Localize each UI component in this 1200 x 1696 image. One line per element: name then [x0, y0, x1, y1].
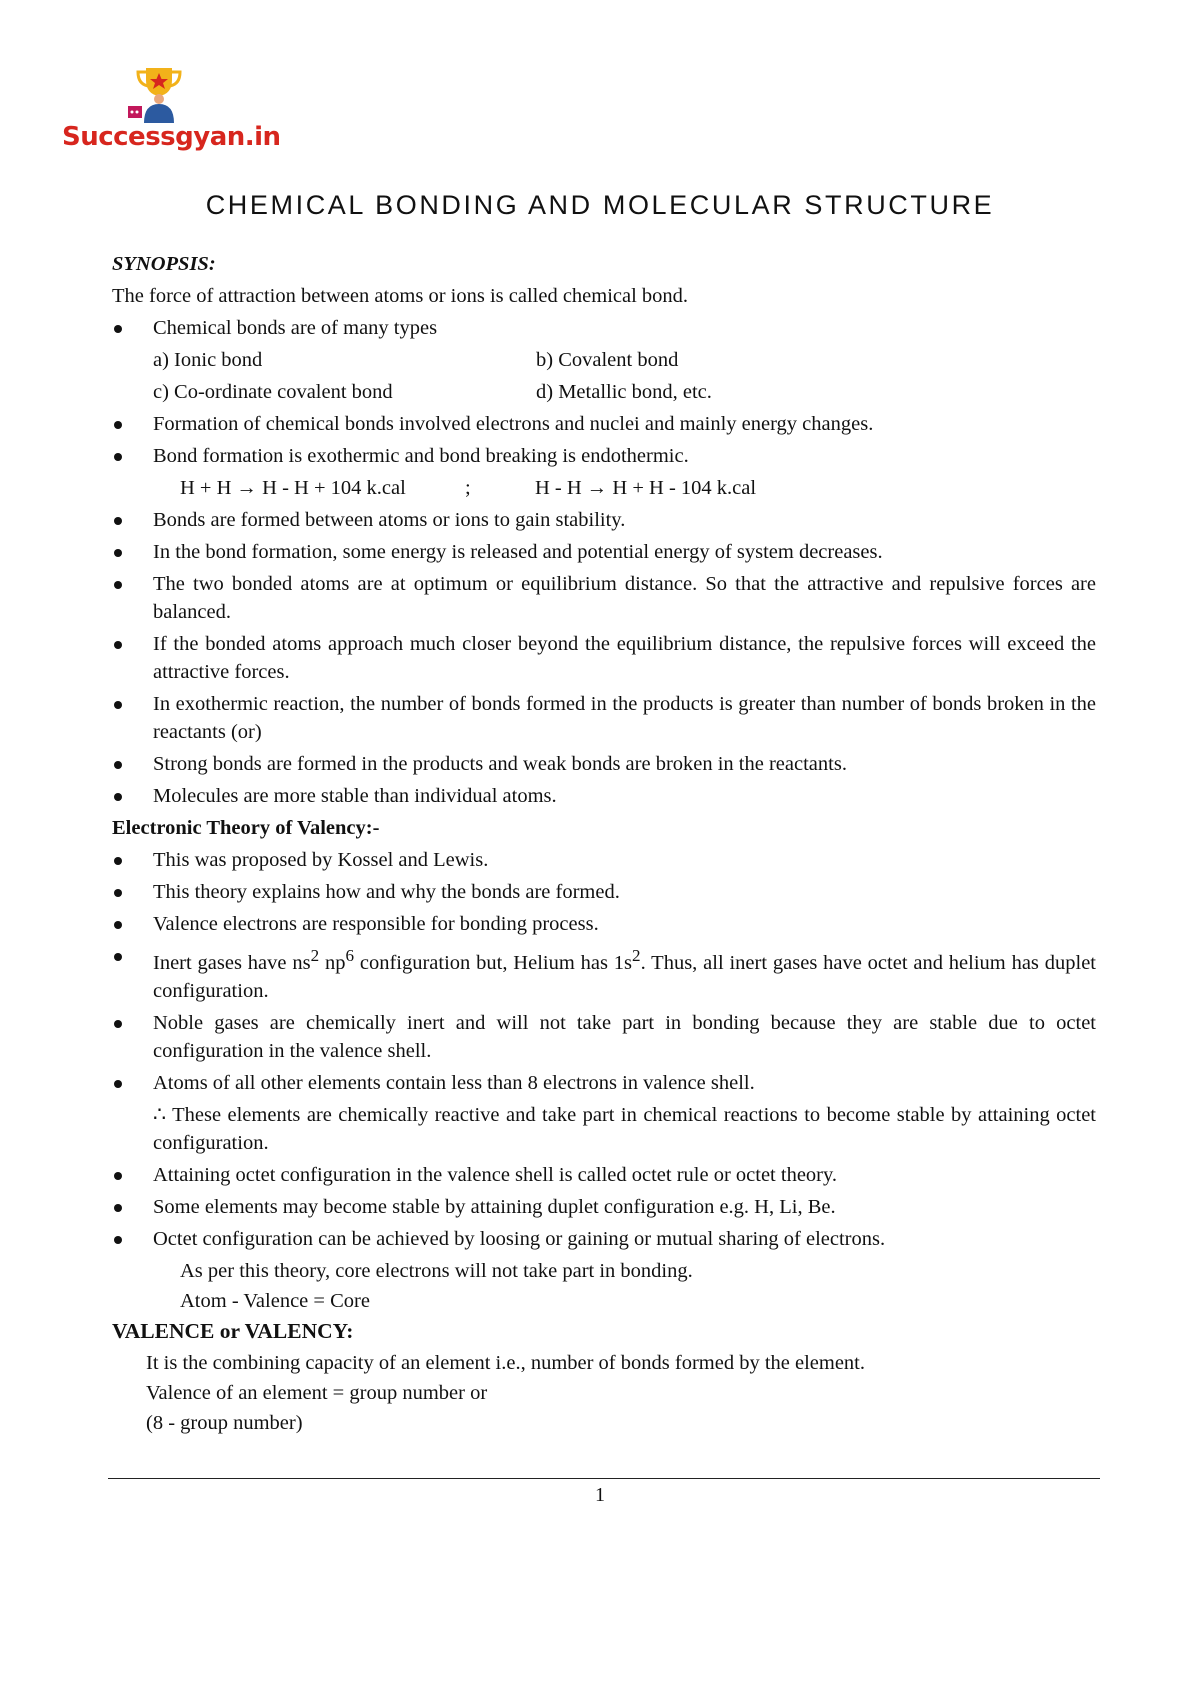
- page-number: 1: [595, 1484, 605, 1506]
- therefore-note: ∴ These elements are chemically reactive and take part in chemical reactions to become stable by attaining octet configuration.: [153, 1103, 1096, 1154]
- document-body: [112, 250, 1096, 1439]
- valence-formula: Valence of an element = group number or: [146, 1381, 488, 1404]
- logo-text: Successgyan.in: [62, 122, 281, 152]
- bullet-icon: [114, 701, 122, 709]
- valence-heading: VALENCE or VALENCY:: [112, 1318, 354, 1343]
- electronic-theory-heading: Electronic Theory of Valency:-: [112, 817, 380, 839]
- bond-types-row: [112, 378, 1096, 410]
- bullet-item: In exothermic reaction, the number of bonds formed in the products is greater than number of bonds broken in the reactants (or): [112, 690, 1096, 746]
- logo: [62, 66, 281, 166]
- bullet-item: Bond formation is exothermic and bond breaking is endothermic.: [112, 442, 1096, 470]
- bullet-icon: [114, 549, 122, 557]
- bullet-item: This theory explains how and why the bonds are formed.: [112, 878, 1096, 906]
- trophy-person-icon: [128, 66, 192, 124]
- bullet-icon: [114, 857, 122, 865]
- bullet-icon: [114, 325, 122, 333]
- bullet-icon: [114, 761, 122, 769]
- bullet-icon: [114, 1080, 122, 1088]
- bullet-item: Formation of chemical bonds involved electrons and nuclei and mainly energy changes.: [112, 410, 1096, 438]
- synopsis-intro: The force of attraction between atoms or ions is called chemical bond.: [112, 285, 689, 307]
- bullet-item: Molecules are more stable than individual atoms.: [112, 782, 1096, 810]
- bullet-icon: [114, 1204, 122, 1212]
- valence-definition: It is the combining capacity of an element i.e., number of bonds formed by the element.: [146, 1351, 865, 1374]
- bullet-item: Valence electrons are responsible for bonding process.: [112, 910, 1096, 938]
- bullet-icon: [114, 1236, 122, 1244]
- bullet-item: Noble gases are chemically inert and will not take part in bonding because they are stable due to octet configuration in the valence shell.: [112, 1009, 1096, 1065]
- page-title: CHEMICAL BONDING AND MOLECULAR STRUCTURE: [205, 190, 995, 220]
- bullet-icon: [114, 453, 122, 461]
- bullet-item: The two bonded atoms are at optimum or equilibrium distance. So that the attractive and repulsive forces are balanced.: [112, 570, 1096, 626]
- bullet-item: Bonds are formed between atoms or ions to gain stability.: [112, 506, 1096, 534]
- bullet-icon: [114, 889, 122, 897]
- bond-types-row: [112, 346, 1096, 378]
- bullet-icon: [114, 1172, 122, 1180]
- equation-breaking: H - H → H + H - 104 k.cal: [535, 477, 757, 499]
- bullet-icon: [114, 421, 122, 429]
- core-equation: Atom - Valence = Core: [180, 1289, 370, 1312]
- bullet-item: Strong bonds are formed in the products and weak bonds are broken in the reactants.: [112, 750, 1096, 778]
- bullet-item: Octet configuration can be achieved by loosing or gaining or mutual sharing of electrons.: [112, 1225, 1096, 1253]
- bullet-icon: [114, 921, 122, 929]
- bullet-icon: [114, 517, 122, 525]
- footer-divider: [108, 1478, 1100, 1479]
- equation-separator: ;: [465, 477, 471, 499]
- bullet-item: This was proposed by Kossel and Lewis.: [112, 846, 1096, 874]
- core-electron-note: As per this theory, core electrons will not take part in bonding.: [180, 1259, 693, 1282]
- bullet-item: Attaining octet configuration in the valence shell is called octet rule or octet theory.: [112, 1161, 1096, 1189]
- equation-row: [112, 474, 1096, 506]
- equation-formation: H + H → H - H + 104 k.cal: [180, 477, 406, 499]
- bullet-icon: [114, 953, 122, 961]
- bullet-item: Some elements may become stable by attaining duplet configuration e.g. H, Li, Be.: [112, 1193, 1096, 1221]
- bullet-item: In the bond formation, some energy is released and potential energy of system decreases.: [112, 538, 1096, 566]
- bullet-icon: [114, 1020, 122, 1028]
- bullet-item: Atoms of all other elements contain less than 8 electrons in valence shell.: [112, 1069, 1096, 1097]
- bond-type-a: a) Ionic bond: [153, 349, 263, 371]
- bullet-icon: [114, 641, 122, 649]
- bullet-item: Inert gases have $ns^2$ $np^6$ configuration but, Helium has $1s^2$. Thus, all inert gases have octet and helium has duplet configuration.: [112, 942, 1096, 1005]
- bond-type-d: d) Metallic bond, etc.: [536, 381, 712, 403]
- synopsis-heading: SYNOPSIS:: [112, 253, 216, 275]
- bullet-icon: [114, 793, 122, 801]
- bond-type-c: c) Co-ordinate covalent bond: [153, 381, 393, 403]
- bond-type-b: b) Covalent bond: [536, 349, 679, 371]
- bullet-item: If the bonded atoms approach much closer beyond the equilibrium distance, the repulsive forces will exceed the attractive forces.: [112, 630, 1096, 686]
- valence-formula-alt: (8 - group number): [146, 1411, 303, 1434]
- bullet-icon: [114, 581, 122, 589]
- bullet-item: Chemical bonds are of many types: [112, 314, 1096, 342]
